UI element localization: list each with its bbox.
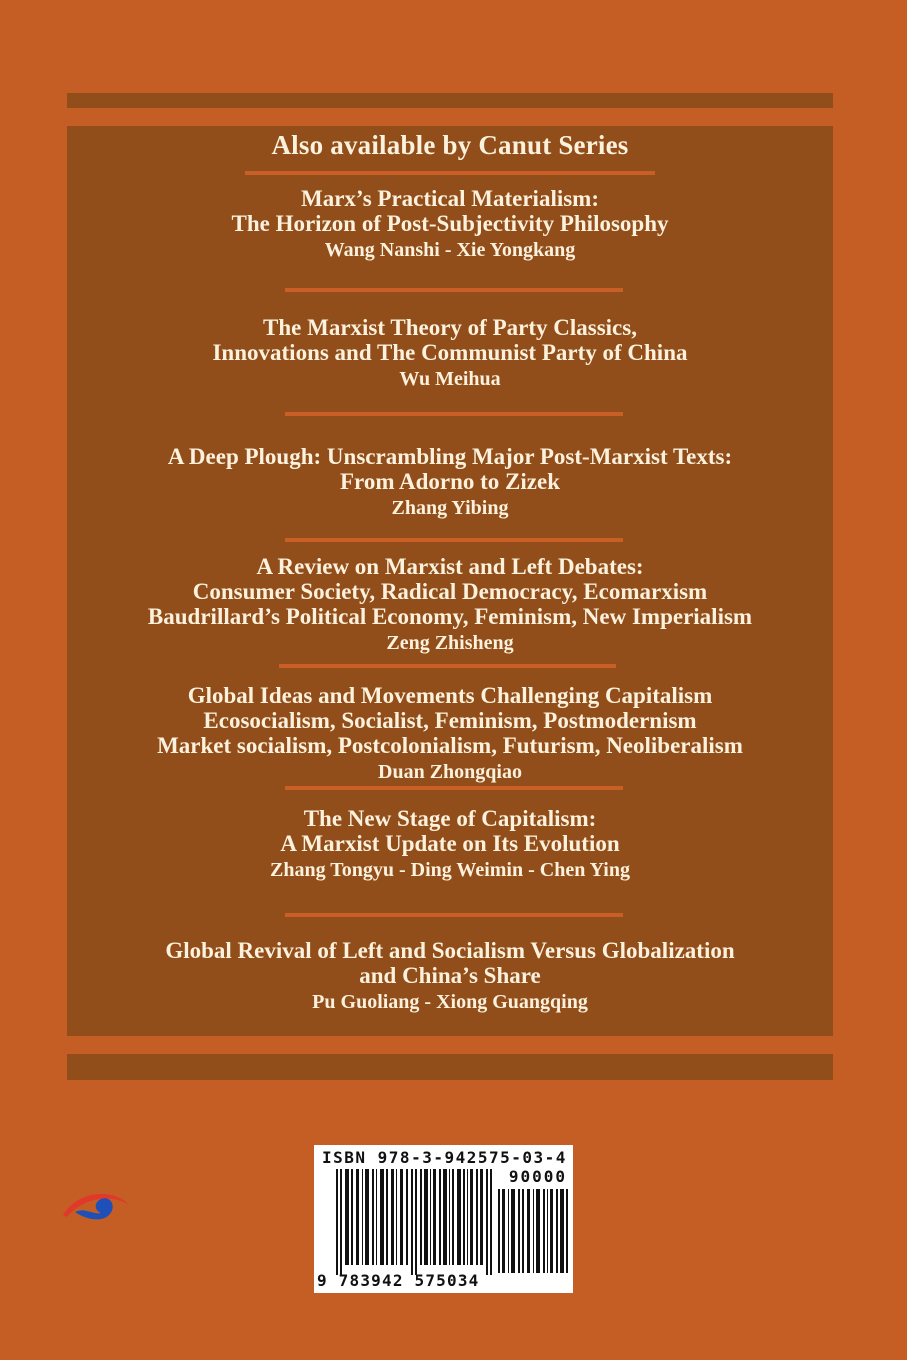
book-title-line: A Marxist Update on Its Evolution bbox=[280, 831, 620, 856]
book-authors: Wu Meihua bbox=[399, 368, 501, 390]
book-title-line: The New Stage of Capitalism: bbox=[303, 806, 597, 831]
book-title-line: The Marxist Theory of Party Classics, bbox=[263, 315, 637, 340]
book-entry bbox=[67, 315, 833, 392]
book-title-line: Innovations and The Communist Party of China bbox=[212, 340, 688, 365]
book-title-line: From Adorno to Zizek bbox=[340, 469, 560, 494]
book-title-line: The Horizon of Post-Subjectivity Philosophy bbox=[231, 211, 669, 236]
divider bbox=[279, 664, 616, 668]
book-authors: Wang Nanshi - Xie Yongkang bbox=[324, 239, 576, 261]
divider bbox=[285, 913, 623, 917]
book-title-line: A Review on Marxist and Left Debates: bbox=[256, 554, 644, 579]
divider bbox=[245, 171, 655, 175]
book-entry bbox=[67, 938, 833, 1015]
divider bbox=[285, 412, 623, 416]
book-entry bbox=[67, 444, 833, 521]
barcode-addon-bars-icon bbox=[498, 1189, 568, 1273]
divider bbox=[285, 538, 623, 542]
divider bbox=[285, 288, 623, 292]
ean-digits: 9 783942 575034 bbox=[317, 1271, 480, 1290]
book-title-line: A Deep Plough: Unscrambling Major Post-Marxist Texts: bbox=[167, 444, 733, 469]
price-code: 90000 bbox=[508, 1167, 567, 1186]
book-authors: Duan Zhongqiao bbox=[378, 761, 522, 783]
publisher-logo-icon bbox=[55, 1185, 135, 1230]
isbn-label: ISBN 978-3-942575-03-4 bbox=[322, 1148, 567, 1167]
book-authors: Zhang Tongyu - Ding Weimin - Chen Ying bbox=[270, 859, 630, 881]
book-title-line: and China’s Share bbox=[359, 963, 541, 988]
series-heading: Also available by Canut Series bbox=[271, 130, 629, 160]
book-authors: Zeng Zhisheng bbox=[386, 632, 514, 654]
isbn-barcode bbox=[314, 1145, 573, 1293]
book-title-line: Ecosocialism, Socialist, Feminism, Postmodernism bbox=[203, 708, 697, 733]
divider bbox=[285, 786, 623, 790]
book-title-line: Market socialism, Postcolonialism, Futurism, Neoliberalism bbox=[157, 733, 743, 758]
book-entry bbox=[67, 806, 833, 883]
book-title-line: Global Revival of Left and Socialism Versus Globalization bbox=[165, 938, 735, 963]
book-entry bbox=[67, 186, 833, 263]
top-decorative-bar bbox=[67, 93, 833, 108]
book-title-line: Consumer Society, Radical Democracy, Ecomarxism bbox=[192, 579, 708, 604]
book-authors: Pu Guoliang - Xiong Guangqing bbox=[312, 991, 588, 1013]
book-entry bbox=[67, 683, 833, 785]
book-authors: Zhang Yibing bbox=[391, 497, 509, 519]
barcode-bars-icon bbox=[336, 1169, 492, 1275]
book-title-line: Global Ideas and Movements Challenging Capitalism bbox=[187, 683, 713, 708]
book-entry bbox=[67, 554, 833, 656]
book-title-line: Baudrillard’s Political Economy, Feminism, New Imperialism bbox=[147, 604, 753, 629]
book-title-line: Marx’s Practical Materialism: bbox=[300, 186, 599, 211]
bottom-decorative-bar bbox=[67, 1054, 833, 1080]
book-list-panel bbox=[67, 126, 833, 1036]
